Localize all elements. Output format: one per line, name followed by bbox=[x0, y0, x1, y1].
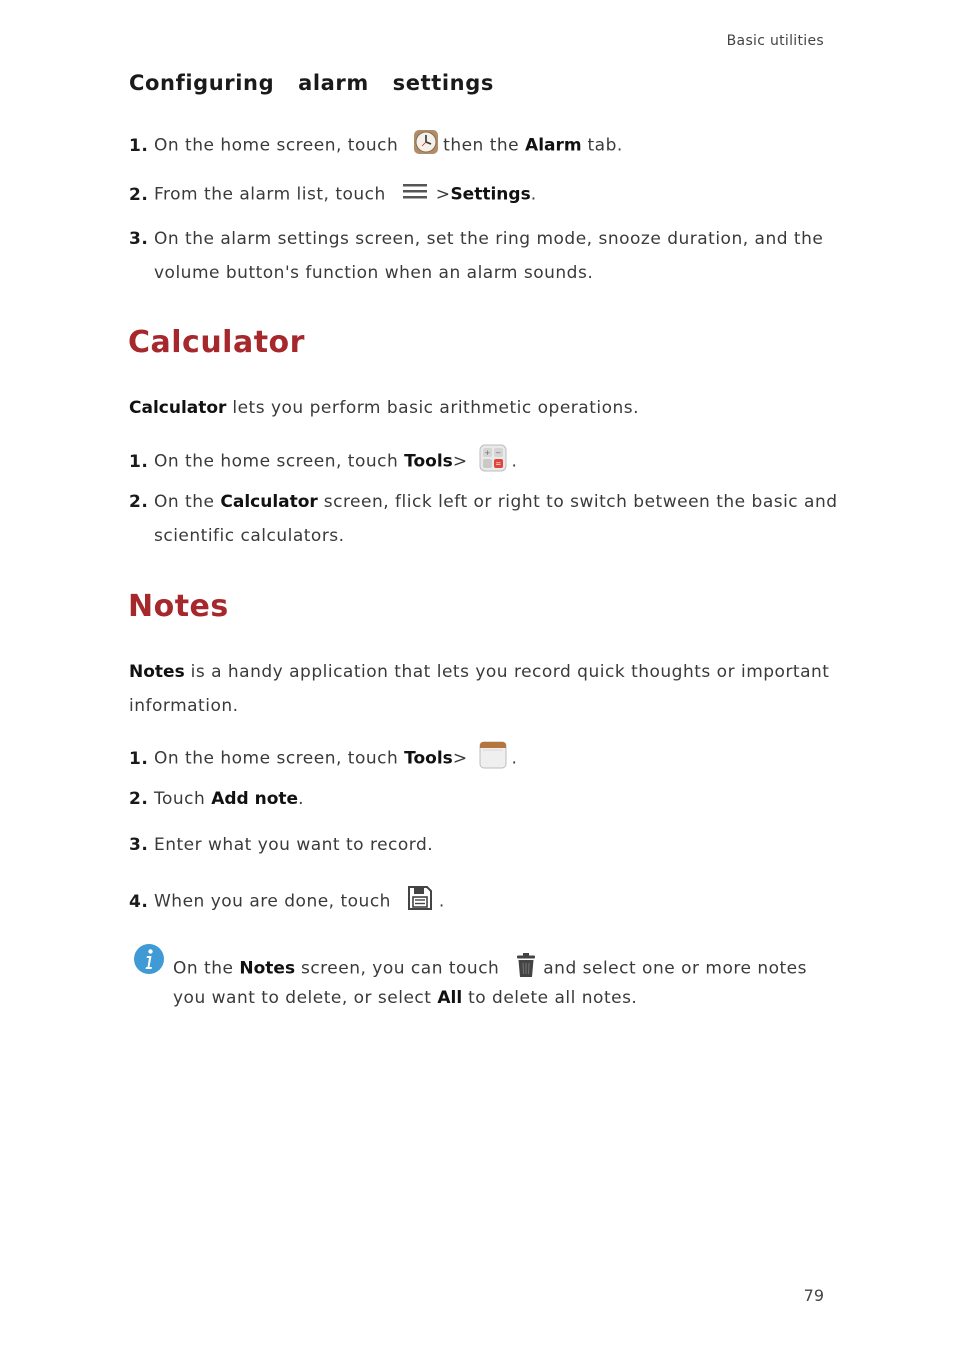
svg-text:−: − bbox=[495, 449, 503, 457]
calculator-intro: Calculator lets you perform basic arithmetic operations. bbox=[129, 398, 640, 418]
alarm-step-2: 2. From the alarm list, touch >Settings. bbox=[129, 181, 537, 208]
notes-heading: Notes bbox=[128, 589, 229, 624]
alarm-step-3: 3. On the alarm settings screen, set the ring mode, snooze duration, and the bbox=[129, 229, 824, 249]
alarm-settings-heading: Configuring alarm settings bbox=[129, 71, 494, 95]
alarm-step-3-cont: volume button's function when an alarm sounds. bbox=[154, 263, 594, 283]
notes-step-1: 1. On the home screen, touch Tools> . bbox=[129, 741, 517, 776]
svg-text:=: = bbox=[495, 460, 503, 468]
notes-step-2: 2. Touch Add note. bbox=[129, 789, 304, 809]
tip-line-2: you want to delete, or select All to delete all notes. bbox=[173, 988, 638, 1008]
calculator-step-2: 2. On the Calculator screen, flick left or right to switch between the basic and bbox=[129, 492, 838, 512]
notes-intro-cont: information. bbox=[129, 696, 239, 716]
clock-icon[interactable] bbox=[413, 129, 439, 162]
calculator-app-icon[interactable] bbox=[479, 444, 507, 479]
svg-text:+: + bbox=[484, 449, 492, 457]
calculator-step-2-cont: scientific calculators. bbox=[154, 526, 345, 546]
notes-intro: Notes is a handy application that lets you record quick thoughts or important bbox=[129, 662, 830, 682]
notes-step-3: 3. Enter what you want to record. bbox=[129, 835, 434, 855]
tip-line-1: On the Notes screen, you can touch and select one or more notes bbox=[173, 952, 807, 985]
calculator-heading: Calculator bbox=[128, 325, 305, 360]
menu-icon[interactable] bbox=[402, 181, 428, 208]
trash-icon[interactable] bbox=[515, 952, 537, 985]
notes-app-icon[interactable] bbox=[479, 741, 507, 776]
page-number: 79 bbox=[803, 1286, 824, 1305]
info-icon bbox=[133, 943, 165, 979]
notes-step-4: 4. When you are done, touch . bbox=[129, 885, 445, 918]
running-header: Basic utilities bbox=[726, 33, 824, 49]
save-icon[interactable] bbox=[407, 885, 433, 918]
alarm-step-1: 1. On the home screen, touch then the Alarm tab. bbox=[129, 129, 623, 162]
calculator-step-1: 1. On the home screen, touch Tools> + − = . bbox=[129, 444, 517, 479]
